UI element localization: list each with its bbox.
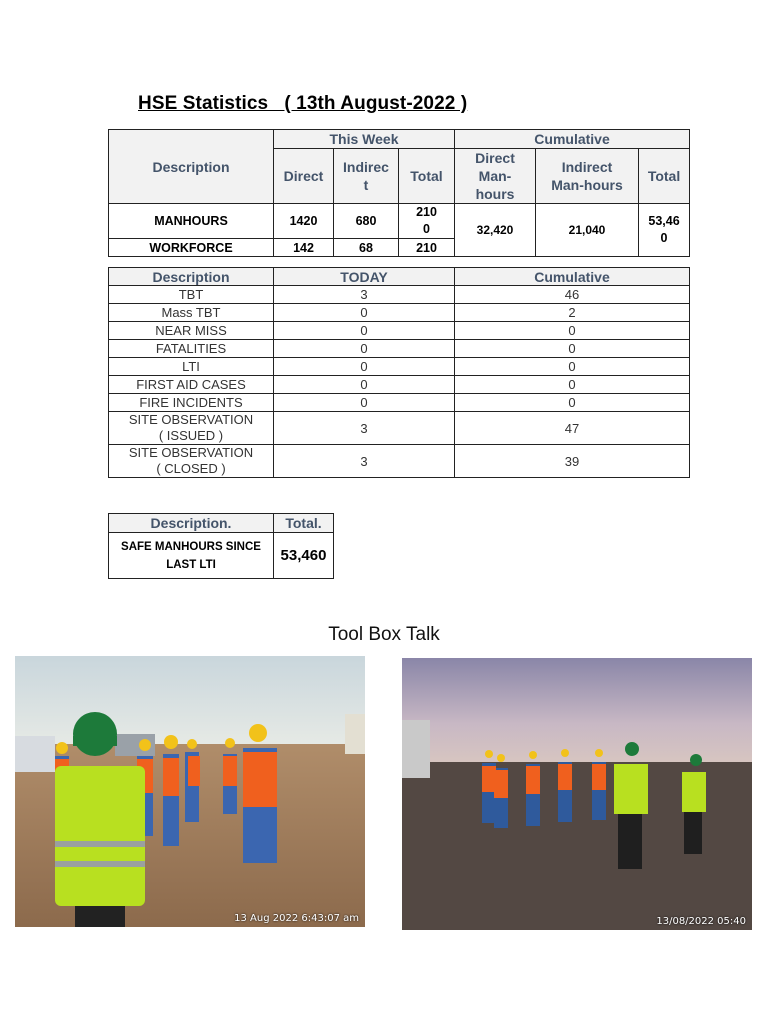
- row-today: 0: [274, 376, 455, 394]
- row-label: TBT: [109, 286, 274, 304]
- page-title: HSE Statistics ( 13th August-2022 ): [138, 93, 468, 114]
- manhours-label: MANHOURS: [109, 204, 274, 239]
- this-week-header: This Week: [274, 130, 455, 149]
- row-cumulative: 47: [455, 412, 690, 445]
- safe-manhours-table: [108, 513, 334, 579]
- indirect-header: Indirec t: [334, 149, 399, 204]
- row-today: 0: [274, 358, 455, 376]
- direct-man-hours-header: Direct Man-hours: [455, 149, 536, 204]
- row-cumulative: 0: [455, 394, 690, 412]
- cumulative-indirect-value: 21,040: [536, 204, 639, 257]
- workforce-label: WORKFORCE: [109, 239, 274, 257]
- total-header: Total: [399, 149, 455, 204]
- cumulative-total-value: 53,460: [639, 204, 690, 257]
- row-cumulative: 39: [455, 445, 690, 478]
- toolbox-talk-photo-2: [402, 658, 752, 930]
- cumulative-total-header: Total: [639, 149, 690, 204]
- workforce-indirect: 68: [334, 239, 399, 257]
- manhours-total: 2100: [399, 204, 455, 239]
- row-label: SITE OBSERVATION ( ISSUED ): [109, 412, 274, 445]
- photo-2-timestamp: 13/08/2022 05:40: [656, 916, 746, 927]
- row-today: 0: [274, 304, 455, 322]
- hse-weekly-table: [108, 129, 690, 257]
- safe-total-header: Total.: [274, 514, 334, 533]
- safe-manhours-value: 53,460: [274, 533, 334, 579]
- row-label: Mass TBT: [109, 304, 274, 322]
- row-today: 3: [274, 445, 455, 478]
- cumulative-header: Cumulative: [455, 130, 690, 149]
- row-cumulative: 46: [455, 286, 690, 304]
- row-cumulative: 0: [455, 340, 690, 358]
- indirect-man-hours-header: Indirect Man-hours: [536, 149, 639, 204]
- site-photo-illustration: [402, 658, 752, 930]
- manhours-indirect: 680: [334, 204, 399, 239]
- row-label: SITE OBSERVATION ( CLOSED ): [109, 445, 274, 478]
- row-today: 0: [274, 340, 455, 358]
- safe-manhours-label: SAFE MANHOURS SINCE LAST LTI: [109, 533, 274, 579]
- direct-header: Direct: [274, 149, 334, 204]
- hse-daily-table: [108, 267, 690, 478]
- site-photo-illustration: [15, 656, 365, 927]
- row-cumulative: 0: [455, 358, 690, 376]
- row-cumulative: 0: [455, 376, 690, 394]
- cumulative-direct-value: 32,420: [455, 204, 536, 257]
- safe-description-header: Description.: [109, 514, 274, 533]
- row-label: LTI: [109, 358, 274, 376]
- row-today: 0: [274, 394, 455, 412]
- manhours-direct: 1420: [274, 204, 334, 239]
- workforce-total: 210: [399, 239, 455, 257]
- row-label: NEAR MISS: [109, 322, 274, 340]
- photo-1-timestamp: 13 Aug 2022 6:43:07 am: [234, 913, 359, 924]
- row-label: FATALITIES: [109, 340, 274, 358]
- description-header: Description: [109, 130, 274, 204]
- row-today: 0: [274, 322, 455, 340]
- today-header: TODAY: [274, 268, 455, 286]
- workforce-direct: 142: [274, 239, 334, 257]
- row-today: 3: [274, 286, 455, 304]
- row-today: 3: [274, 412, 455, 445]
- daily-description-header: Description: [109, 268, 274, 286]
- row-label: FIRE INCIDENTS: [109, 394, 274, 412]
- row-cumulative: 0: [455, 322, 690, 340]
- row-label: FIRST AID CASES: [109, 376, 274, 394]
- toolbox-talk-title: Tool Box Talk: [328, 624, 440, 645]
- row-cumulative: 2: [455, 304, 690, 322]
- toolbox-talk-photo-1: [15, 656, 365, 927]
- daily-cumulative-header: Cumulative: [455, 268, 690, 286]
